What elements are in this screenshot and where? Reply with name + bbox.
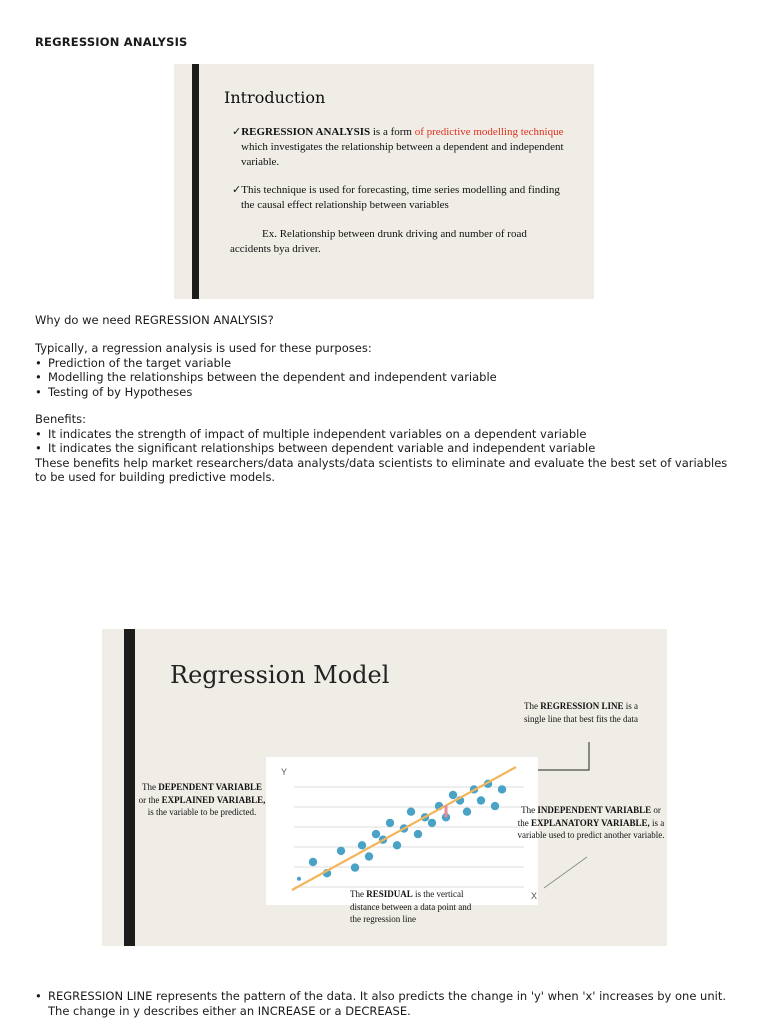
dependent-variable-annotation bbox=[138, 781, 266, 819]
residual-annotation bbox=[350, 888, 480, 926]
purposes-section bbox=[35, 341, 497, 399]
x-axis-label: X bbox=[531, 891, 538, 901]
list-item: • It indicates the strength of impact of multiple independent variables on a dependent variable bbox=[35, 427, 735, 442]
data-point bbox=[297, 877, 301, 881]
intro-text-b: which investigates the relationship between a dependent and independent variable. bbox=[241, 141, 564, 168]
independent-connector bbox=[544, 857, 587, 888]
ann-text: The bbox=[141, 782, 159, 792]
term-regression-line: REGRESSION LINE bbox=[540, 701, 624, 711]
benefits-section bbox=[35, 412, 735, 485]
ann-text: The bbox=[521, 805, 538, 815]
data-point bbox=[309, 858, 317, 866]
term-explained-variable: EXPLAINED VARIABLE, bbox=[161, 794, 266, 805]
why-heading: Why do we need REGRESSION ANALYSIS? bbox=[35, 313, 274, 327]
ann-text: is the vertical distance between a data point and the regression line bbox=[350, 889, 472, 924]
data-point bbox=[477, 796, 485, 804]
list-item: • Testing of by Hypotheses bbox=[35, 385, 497, 400]
data-point bbox=[337, 847, 345, 855]
benefits-heading: Benefits: bbox=[35, 412, 86, 426]
data-point bbox=[491, 802, 499, 810]
ann-text: or the bbox=[138, 794, 162, 805]
regression-model-slide bbox=[102, 629, 667, 946]
term-residual: RESIDUAL bbox=[366, 889, 413, 899]
ann-text: The bbox=[350, 889, 367, 899]
intro-text-2: This technique is used for forecasting, time series modelling and finding the causal effect relationship between variables bbox=[241, 184, 560, 211]
data-point bbox=[449, 791, 457, 799]
data-point bbox=[372, 830, 380, 838]
highlight-text: of predictive modelling technique bbox=[414, 126, 564, 138]
purposes-intro: Typically, a regression analysis is used for these purposes: bbox=[35, 341, 372, 355]
regression-line-annotation bbox=[524, 700, 652, 725]
regression-line bbox=[292, 767, 516, 890]
slide-title: Regression Model bbox=[170, 661, 390, 689]
data-point bbox=[393, 841, 401, 849]
list-item: • Prediction of the target variable bbox=[35, 356, 497, 371]
data-point bbox=[428, 819, 436, 827]
ann-text: is a variable used to predict another variable. bbox=[517, 817, 665, 840]
data-point bbox=[414, 830, 422, 838]
data-point bbox=[358, 841, 366, 849]
benefits-summary: These benefits help market researchers/data analysts/data scientists to eliminate and evaluate the best set of variables to be used for building predictive models. bbox=[35, 455, 728, 484]
check-icon: ✓ bbox=[232, 126, 242, 138]
introduction-slide bbox=[174, 64, 594, 299]
data-point bbox=[351, 863, 359, 871]
document-title: REGRESSION ANALYSIS bbox=[35, 35, 188, 49]
ann-text: is a single line that best fits the data bbox=[524, 701, 639, 724]
y-axis-label: Y bbox=[281, 767, 288, 777]
data-point bbox=[498, 785, 506, 793]
list-item: • It indicates the significant relationships between dependent variable and independent variable bbox=[35, 441, 735, 456]
data-point bbox=[463, 808, 471, 816]
intro-paragraph-1 bbox=[232, 125, 571, 170]
ann-text: or the bbox=[517, 805, 661, 828]
term-explanatory-variable: EXPLANATORY VARIABLE, bbox=[531, 817, 650, 828]
ann-text: is the variable to be predicted. bbox=[147, 807, 257, 817]
intro-paragraph-2 bbox=[232, 183, 571, 213]
data-point bbox=[386, 819, 394, 827]
slide-title: Introduction bbox=[224, 88, 326, 107]
data-point bbox=[407, 808, 415, 816]
check-icon: ✓ bbox=[232, 184, 242, 196]
scatter-chart bbox=[266, 757, 538, 905]
ann-text: The bbox=[524, 701, 541, 711]
data-point bbox=[365, 852, 373, 860]
example-paragraph: Ex. Relationship between drunk driving and number of road accidents bya driver. bbox=[230, 228, 527, 255]
independent-variable-annotation bbox=[516, 804, 666, 842]
regression-line-note: • REGRESSION LINE represents the pattern of the data. It also predicts the change in 'y' when 'x' increases by one unit. The change in y describes either an INCREASE or a DECREASE. bbox=[35, 989, 748, 1018]
intro-text-a: is a form bbox=[370, 126, 415, 138]
slide-accent-bar bbox=[192, 64, 199, 299]
term-regression-analysis: REGRESSION ANALYSIS bbox=[241, 126, 371, 138]
list-item: • Modelling the relationships between the dependent and independent variable bbox=[35, 370, 497, 385]
term-dependent-variable: DEPENDENT VARIABLE bbox=[158, 782, 263, 792]
term-independent-variable: INDEPENDENT VARIABLE bbox=[537, 805, 652, 815]
